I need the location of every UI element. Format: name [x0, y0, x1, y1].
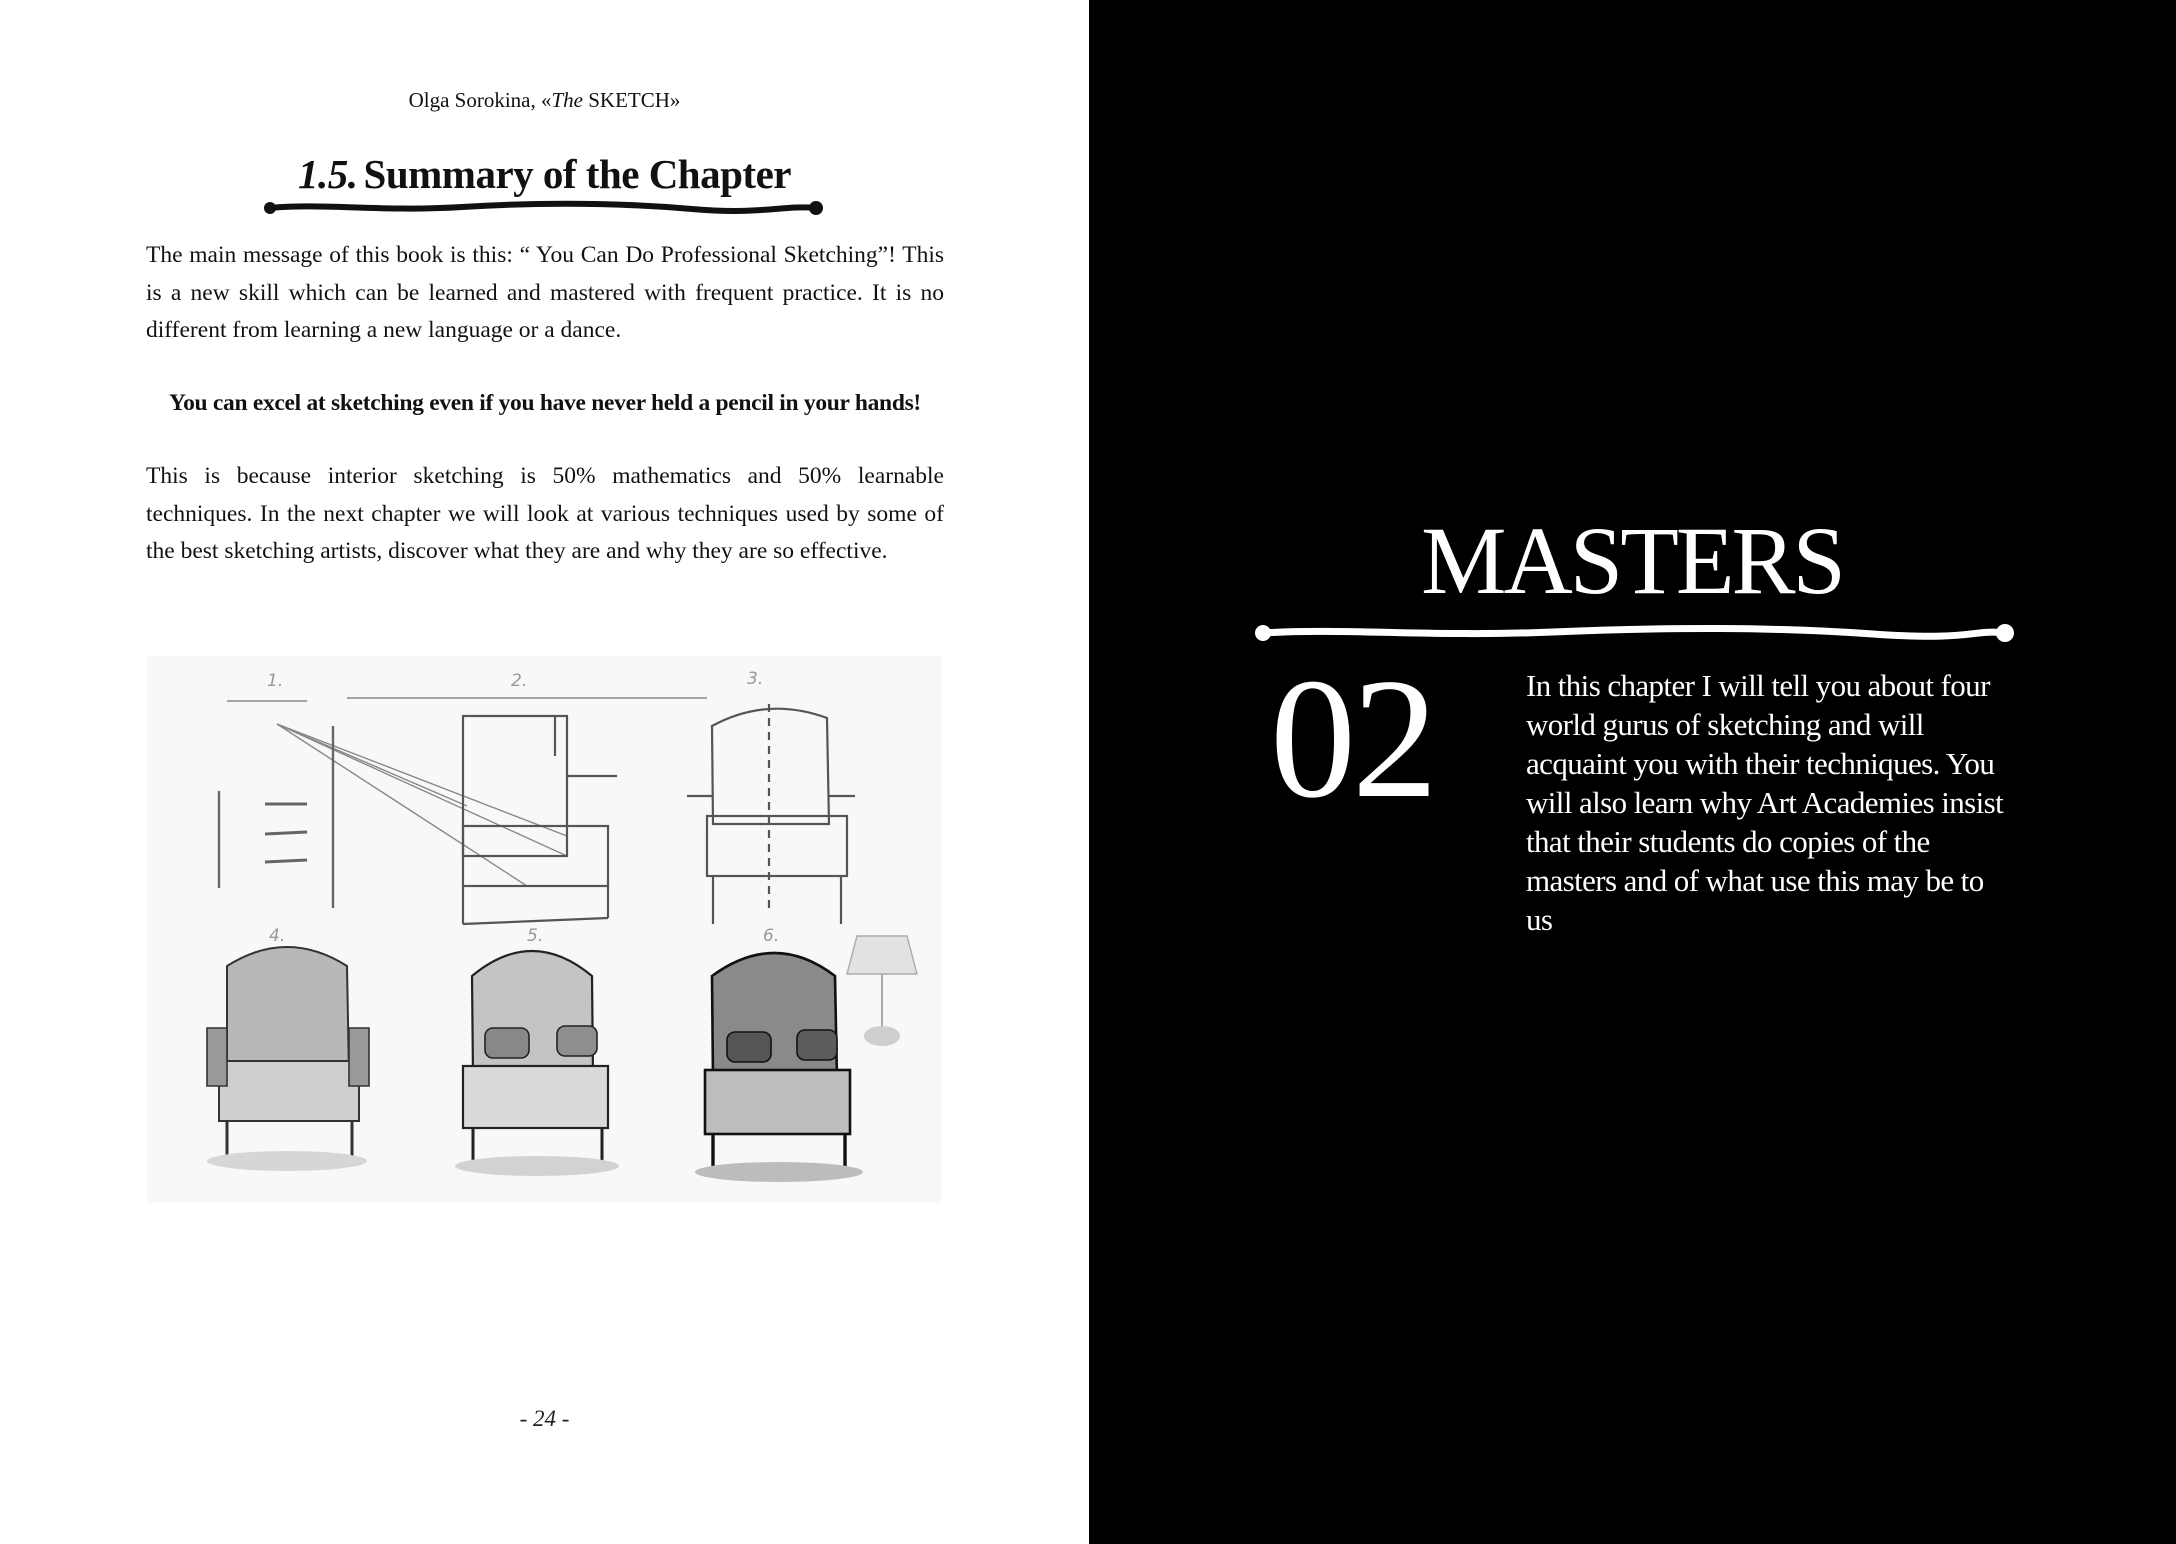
running-header-title-italic: The [551, 88, 583, 112]
chair-sketch-illustration [147, 656, 942, 1203]
paragraph-techniques: This is because interior sketching is 50% mathematics and 50% learnable techniques. In the next chapter we will look at various techniques used by some of the best sketching artists, discover what they are and why they are so effective. [146, 463, 944, 564]
chapter-title: MASTERS [1421, 507, 1843, 614]
step-label-5: 5. [527, 926, 544, 946]
brush-underline-left [262, 198, 824, 218]
step-label-1: 1. [267, 671, 284, 691]
chapter-number: 02 [1270, 644, 1434, 834]
step-label-3: 3. [747, 669, 764, 689]
section-title: Summary of the Chapter [363, 151, 791, 197]
brush-underline-right [1253, 620, 2015, 646]
section-heading [0, 150, 1089, 198]
running-header-title: SKETCH» [582, 88, 681, 112]
paragraph-bold-statement: You can excel at sketching even if you have never held a pencil in your hands! [169, 390, 921, 416]
running-header [0, 88, 1089, 113]
step-label-2: 2. [511, 671, 528, 691]
step-label-4: 4. [269, 926, 286, 946]
paragraph-main-message: The main message of this book is this: “ You Can Do Professional Sketching”! This is a new skill which can be learned and mastered with frequent practice. It is no different from learning a new language or a dance. [146, 242, 944, 343]
section-number: 1.5. [298, 151, 358, 197]
running-header-author: Olga Sorokina, « [408, 88, 552, 112]
page-number: - 24 - [519, 1406, 570, 1431]
step-label-6: 6. [763, 926, 780, 946]
chapter-intro-text: In this chapter I will tell you about four world gurus of sketching and will acquaint you with their techniques. You will also learn why Art Academies insist that their students do copies of the masters and of what use this may be to us [1526, 668, 2004, 937]
